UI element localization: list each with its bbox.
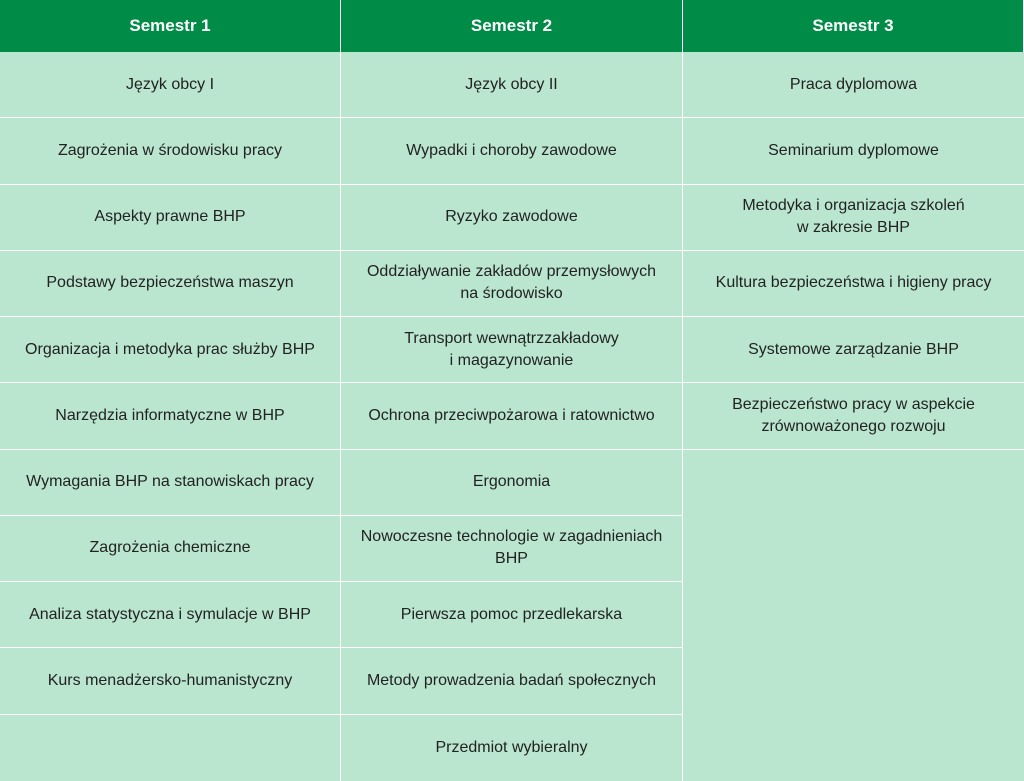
header-semestr-1: Semestr 1 xyxy=(0,0,341,52)
table-cell: Praca dyplomowa xyxy=(683,52,1024,118)
table-cell: Aspekty prawne BHP xyxy=(0,185,341,251)
header-semestr-2: Semestr 2 xyxy=(341,0,683,52)
table-cell: Transport wewnątrzzakładowy i magazynowanie xyxy=(341,317,683,383)
table-cell: Systemowe zarządzanie BHP xyxy=(683,317,1024,383)
header-semestr-3: Semestr 3 xyxy=(683,0,1024,52)
table-cell: Zagrożenia chemiczne xyxy=(0,516,341,582)
table-cell: Wypadki i choroby zawodowe xyxy=(341,118,683,184)
table-cell: Zagrożenia w środowisku pracy xyxy=(0,118,341,184)
table-cell: Podstawy bezpieczeństwa maszyn xyxy=(0,251,341,317)
table-cell: Narzędzia informatyczne w BHP xyxy=(0,383,341,449)
table-cell: Metody prowadzenia badań społecznych xyxy=(341,648,683,714)
table-cell: Analiza statystyczna i symulacje w BHP xyxy=(0,582,341,648)
table-cell: Organizacja i metodyka prac służby BHP xyxy=(0,317,341,383)
table-cell: Kurs menadżersko-humanistyczny xyxy=(0,648,341,714)
table-cell: Ochrona przeciwpożarowa i ratownictwo xyxy=(341,383,683,449)
table-cell: Nowoczesne technologie w zagadnieniach BHP xyxy=(341,516,683,582)
table-cell: Ergonomia xyxy=(341,450,683,516)
table-cell: Pierwsza pomoc przedlekarska xyxy=(341,582,683,648)
table-cell: Przedmiot wybieralny xyxy=(341,715,683,781)
table-cell: Kultura bezpieczeństwa i higieny pracy xyxy=(683,251,1024,317)
table-cell-empty xyxy=(0,715,341,781)
table-cell: Ryzyko zawodowe xyxy=(341,185,683,251)
table-cell: Metodyka i organizacja szkoleń w zakresie BHP xyxy=(683,185,1024,251)
table-cell: Seminarium dyplomowe xyxy=(683,118,1024,184)
table-cell: Wymagania BHP na stanowiskach pracy xyxy=(0,450,341,516)
empty-column-area xyxy=(683,450,1024,781)
table-cell: Język obcy I xyxy=(0,52,341,118)
table-cell: Bezpieczeństwo pracy w aspekcie zrównoważonego rozwoju xyxy=(683,383,1024,449)
table-cell: Język obcy II xyxy=(341,52,683,118)
table-cell: Oddziaływanie zakładów przemysłowych na środowisko xyxy=(341,251,683,317)
